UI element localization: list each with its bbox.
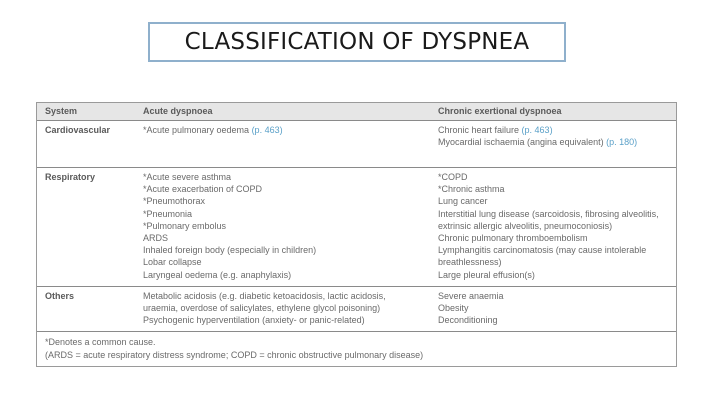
list-item: *Pneumothorax — [143, 196, 206, 207]
page-reference-link[interactable]: (p. 463) — [251, 125, 283, 135]
list-item: *Pulmonary embolus — [143, 220, 227, 231]
list-item: extrinsic allergic alveolitis, pneumoconiosis) — [438, 220, 613, 231]
chronic-cell — [438, 290, 676, 327]
list-item: Lobar collapse — [143, 257, 202, 268]
list-item: *Pneumonia — [143, 208, 193, 219]
acute-cell — [143, 290, 438, 327]
header-chronic: Chronic exertional dyspnoea — [438, 106, 562, 117]
list-item: *COPD — [438, 172, 468, 182]
list-item: Chronic heart failure (p. 463) — [438, 125, 553, 135]
list-item: Large pleural effusion(s) — [438, 269, 535, 280]
list-item: Severe anaemia — [438, 290, 504, 301]
table-row-cardiovascular — [37, 121, 676, 168]
list-item: Deconditioning — [438, 315, 498, 326]
table-footnote — [37, 332, 676, 365]
table-row-respiratory — [37, 168, 676, 287]
list-item: Interstitial lung disease (sarcoidosis, fibrosing alveolitis, — [438, 208, 659, 219]
list-item: Psychogenic hyperventilation (anxiety- or panic-related) — [143, 315, 365, 326]
acute-cell — [143, 124, 438, 162]
chronic-cell — [438, 171, 676, 281]
list-item: *Chronic asthma — [438, 184, 505, 195]
system-cell: Others — [45, 290, 75, 301]
page-reference-link[interactable]: (p. 180) — [606, 137, 638, 148]
system-cell: Cardiovascular — [45, 125, 111, 135]
list-item: ARDS — [143, 233, 169, 244]
footnote-line: *Denotes a common cause. — [45, 337, 156, 348]
header-acute: Acute dyspnoea — [143, 106, 213, 117]
chronic-cell — [438, 124, 676, 162]
acute-cell — [143, 171, 438, 281]
list-item: Inhaled foreign body (especially in children) — [143, 245, 317, 256]
system-cell: Respiratory — [45, 172, 96, 182]
table-header-row — [37, 103, 676, 121]
list-item: *Acute exacerbation of COPD — [143, 184, 263, 195]
list-item: Chronic pulmonary thromboembolism — [438, 233, 588, 244]
list-item: breathlessness) — [438, 257, 502, 268]
slide-title-box — [148, 22, 566, 62]
list-item: *Acute pulmonary oedema (p. 463) — [143, 125, 283, 135]
slide-title: CLASSIFICATION OF DYSPNEA — [184, 29, 530, 55]
dyspnea-classification-table — [36, 102, 677, 367]
list-item: Lung cancer — [438, 196, 488, 207]
page-reference-link[interactable]: (p. 463) — [521, 125, 553, 135]
list-item: Laryngeal oedema (e.g. anaphylaxis) — [143, 269, 292, 280]
list-item: Obesity — [438, 303, 469, 314]
list-item: uraemia, overdose of salicylates, ethylene glycol poisoning) — [143, 303, 381, 314]
table-row-others — [37, 287, 676, 333]
header-system: System — [45, 106, 78, 117]
list-item: Myocardial ischaemia (angina equivalent) (p. 180) — [438, 137, 638, 148]
list-item: Lymphangitis carcinomatosis (may cause intolerable — [438, 245, 647, 256]
list-item: *Acute severe asthma — [143, 172, 232, 182]
footnote-line: (ARDS = acute respiratory distress syndrome; COPD = chronic obstructive pulmonary disease) — [45, 349, 424, 360]
list-item: Metabolic acidosis (e.g. diabetic ketoacidosis, lactic acidosis, — [143, 290, 386, 301]
